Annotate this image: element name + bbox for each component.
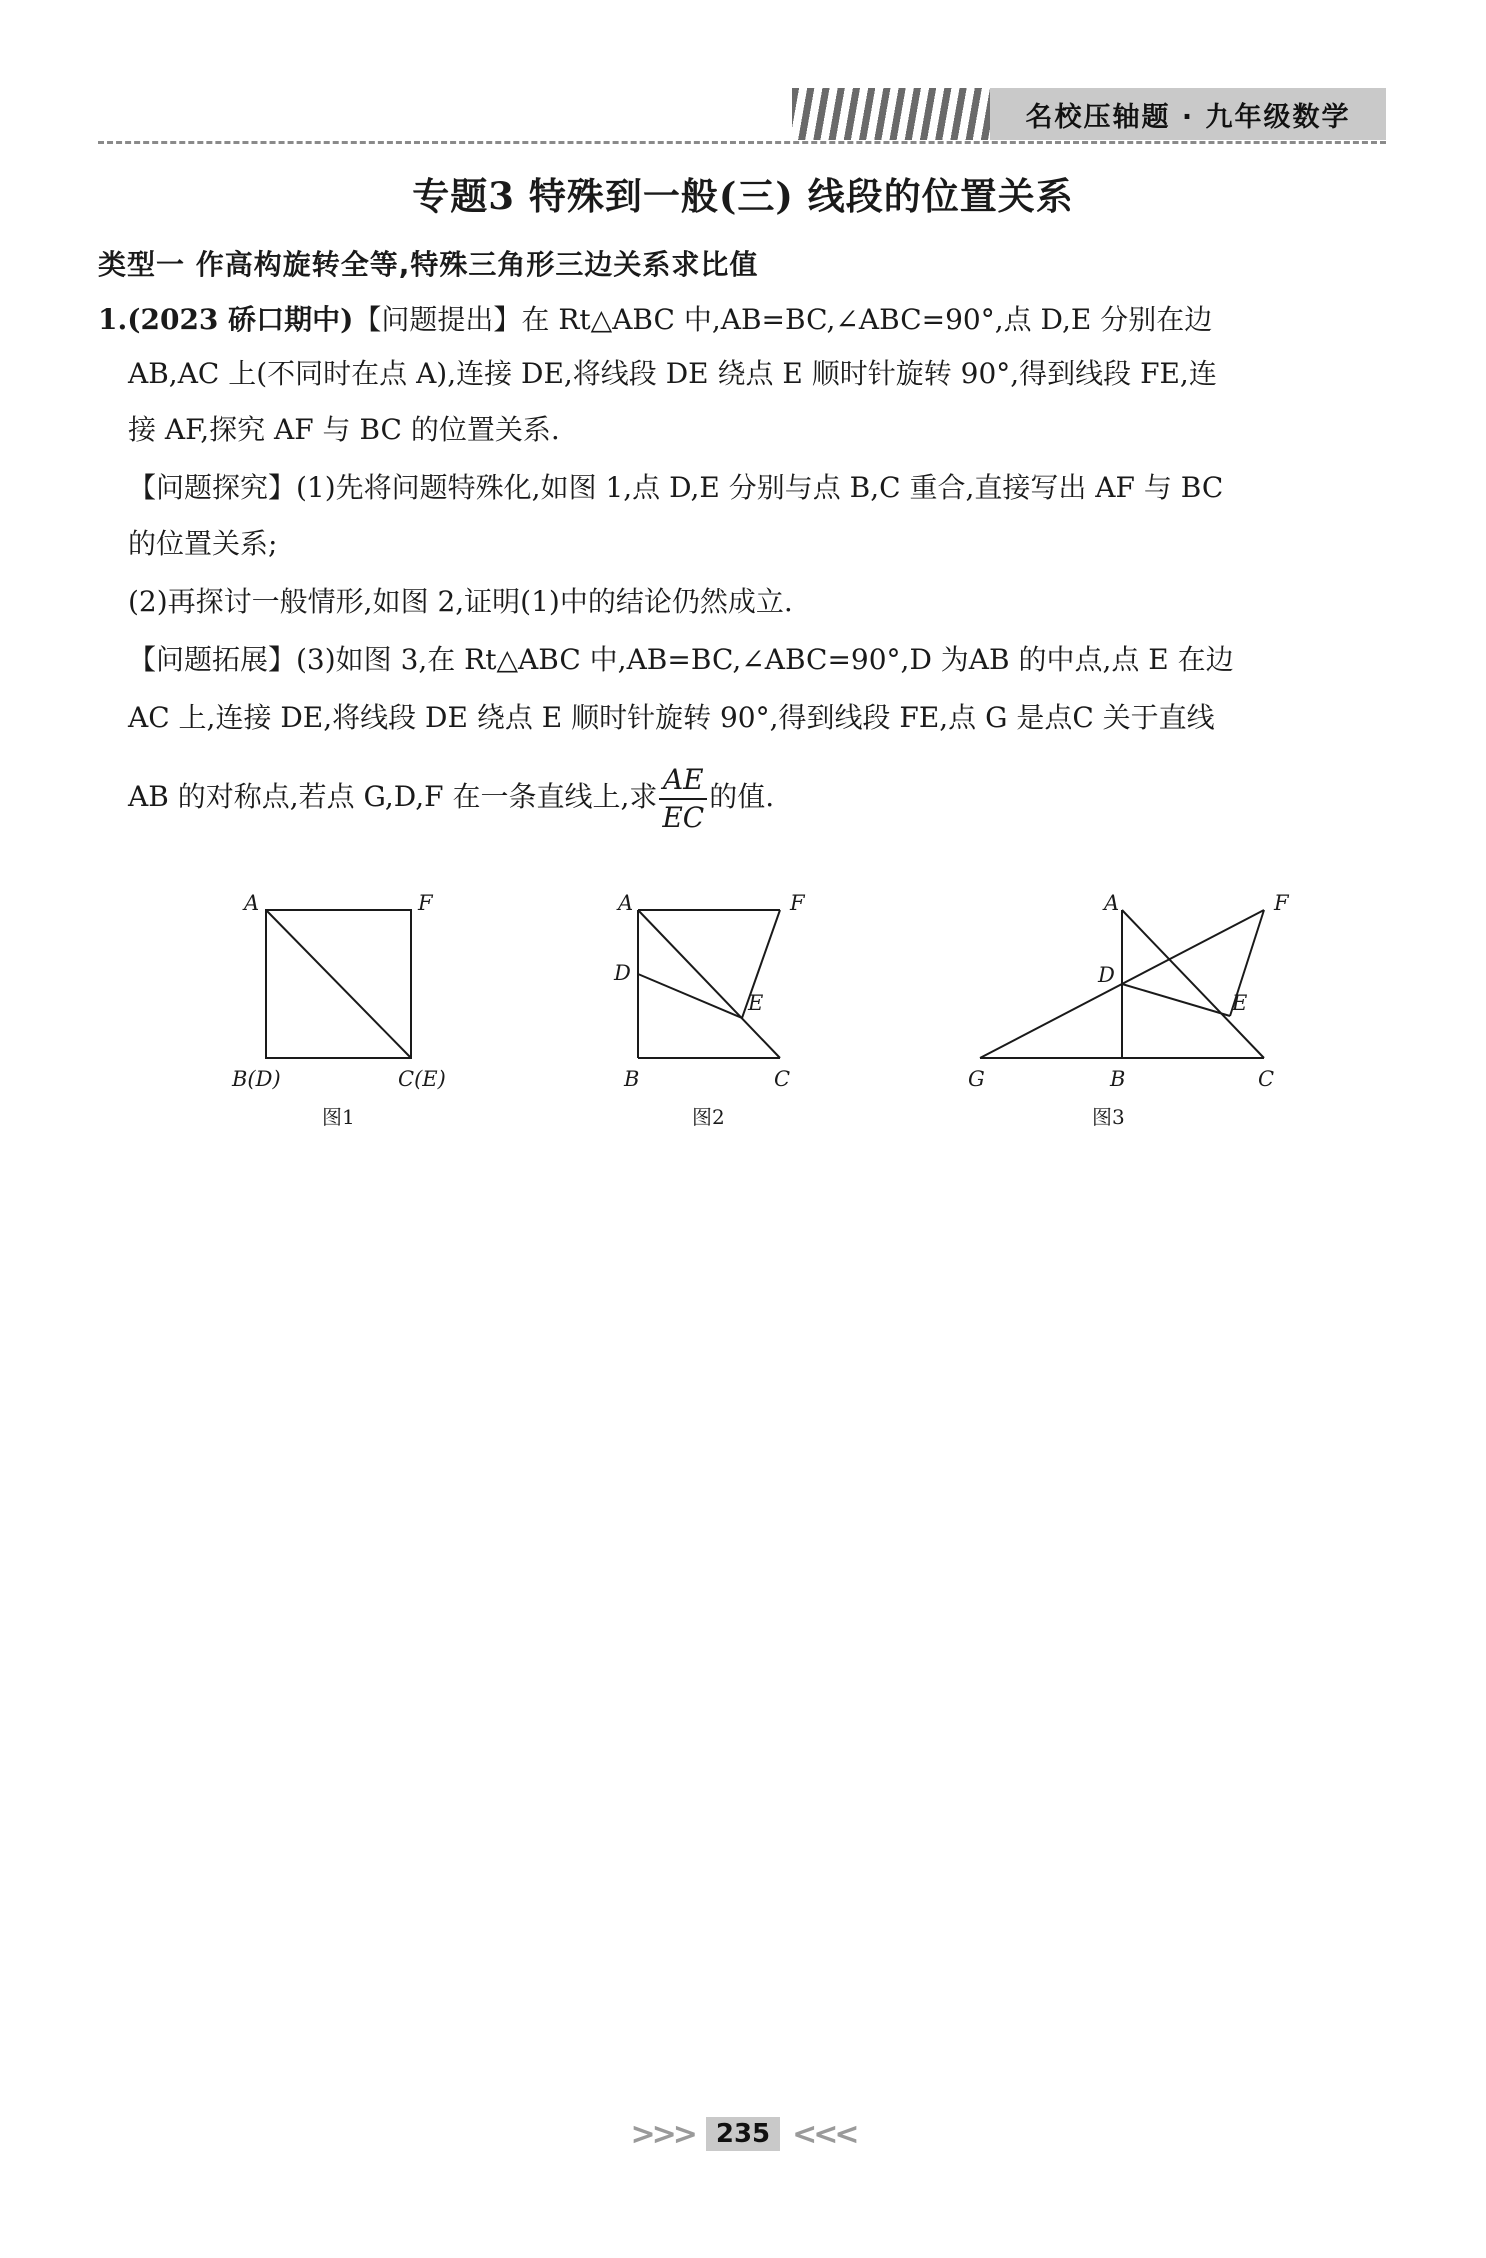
problem-line-9 [128,760,774,836]
fig3-label-b: B [1110,1067,1126,1091]
diagonal-ac [266,910,411,1058]
header-hatch-decoration [792,88,992,140]
problem-source: (2023 硚口期中) [127,303,354,336]
fig2-label-e: E [748,991,764,1015]
fig2-label-d: D [614,961,631,985]
right-arrows-decoration: <<< [792,2116,856,2152]
page-number: 235 [706,2117,780,2151]
fig2-label-f: F [790,891,805,915]
figure-3-caption: 图3 [1092,1105,1125,1129]
fig3-label-e: E [1232,991,1248,1015]
figure-1-caption: 图1 [322,1105,355,1129]
problem-text: AB 的对称点,若点 G,D,F 在一条直线上,求 [128,780,658,813]
segment-de [638,974,742,1018]
problem-text: 的值. [709,780,775,813]
book-title-tab: 名校压轴题 · 九年级数学 [990,88,1386,140]
fig1-label-a: A [244,891,260,915]
fraction-numerator: AE [659,762,707,800]
problem-number: 1. [98,303,128,336]
section-heading: 类型一 作高构旋转全等,特殊三角形三边关系求比值 [98,248,759,281]
problem-line-3: 接 AF,探究 AF 与 BC 的位置关系. [128,413,560,446]
page-header [0,0,1486,150]
fig3-label-a: A [1104,891,1120,915]
problem-line-4: 【问题探究】(1)先将问题特殊化,如图 1,点 D,E 分别与点 B,C 重合,直接写出 AF 与 BC [128,471,1224,504]
fig2-label-b: B [624,1067,640,1091]
problem-line-8: AC 上,连接 DE,将线段 DE 绕点 E 顺时针旋转 90°,得到线段 FE,点 G 是点C 关于直线 [128,701,1215,734]
figure-2-caption: 图2 [692,1105,725,1129]
segment-ac [1122,910,1264,1058]
problem-line-6: (2)再探讨一般情形,如图 2,证明(1)中的结论仍然成立. [128,585,793,618]
page-footer [0,2104,1486,2164]
fig3-label-g: G [968,1067,985,1091]
fig3-label-d: D [1098,963,1115,987]
problem-text: 【问题提出】在 Rt△ABC 中,AB=BC,∠ABC=90°,点 D,E 分别在边 [353,303,1213,336]
fig3-label-c: C [1258,1067,1275,1091]
figure-2-diagram [638,910,780,1058]
left-arrows-decoration: >>> [630,2116,694,2152]
figures-row [0,880,1486,1140]
header-divider [98,141,1386,144]
fig2-label-c: C [774,1067,791,1091]
fig1-label-c: C(E) [398,1067,446,1091]
figure-3-diagram [980,910,1264,1058]
problem-line-7: 【问题拓展】(3)如图 3,在 Rt△ABC 中,AB=BC,∠ABC=90°,D 为AB 的中点,点 E 在边 [128,643,1234,676]
fraction-ae-over-ec [659,762,707,836]
fig1-label-f: F [418,891,433,915]
fig1-label-b: B(D) [232,1067,281,1091]
topic-title: 专题3 特殊到一般(三) 线段的位置关系 [412,174,1074,218]
fig2-label-a: A [618,891,634,915]
segment-de [1122,984,1230,1016]
fraction-denominator: EC [662,800,705,834]
fig3-label-f: F [1274,891,1289,915]
problem-line-1 [98,300,1212,340]
problem-line-5: 的位置关系; [128,527,278,560]
figure-1-diagram [266,910,411,1058]
problem-line-2: AB,AC 上(不同时在点 A),连接 DE,将线段 DE 绕点 E 顺时针旋转 90°,得到线段 FE,连 [128,357,1217,390]
